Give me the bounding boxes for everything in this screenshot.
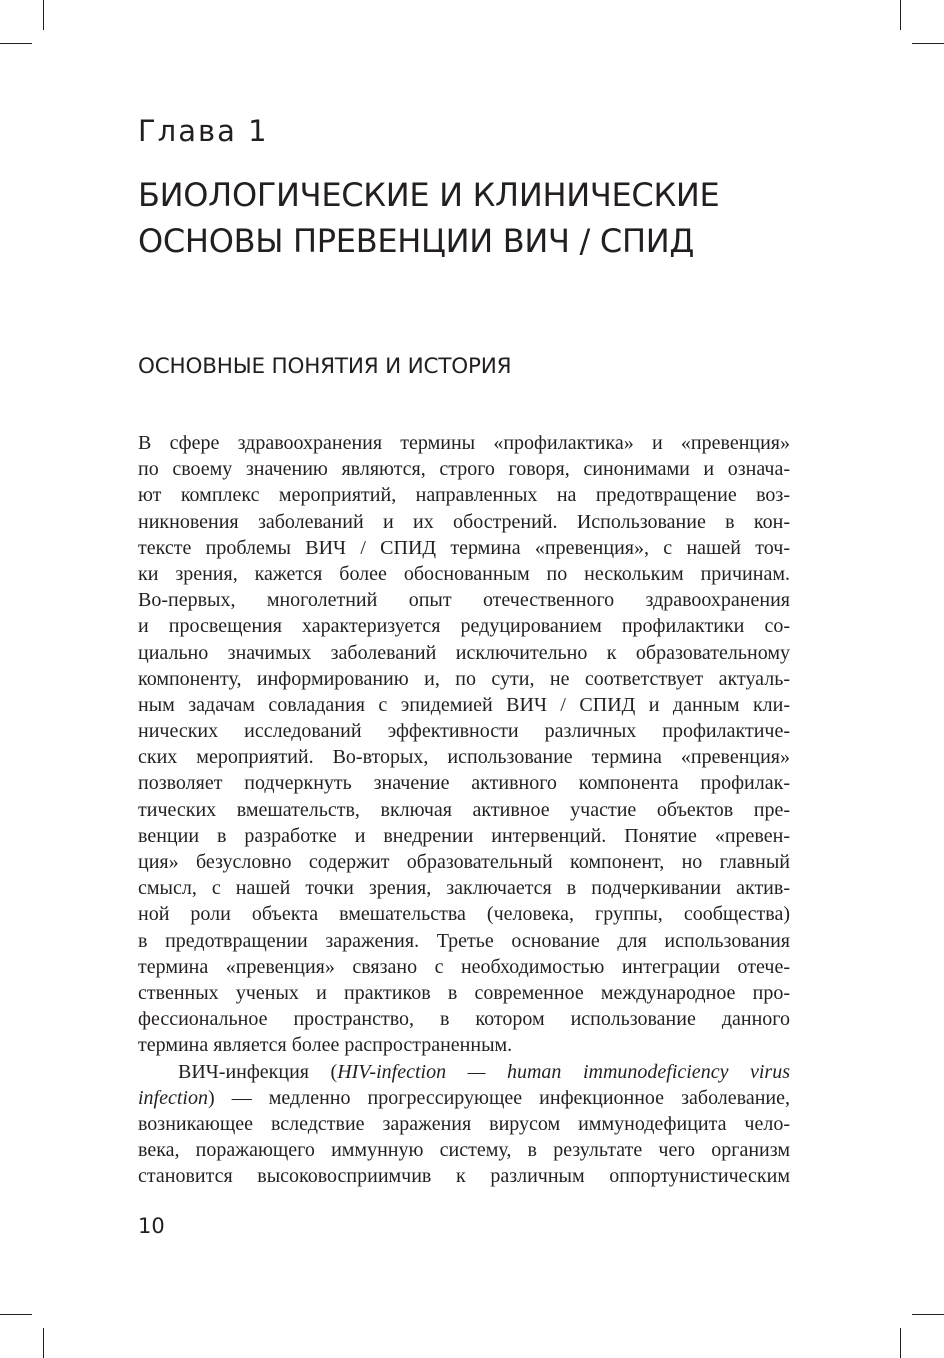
text-line: ция» безусловно содержит образовательный компонент, но главный	[138, 851, 790, 873]
section-title: ОСНОВНЫЕ ПОНЯТИЯ И ИСТОРИЯ	[138, 354, 512, 379]
text-line: позволяет подчеркнуть значение активного компонента профилак-	[138, 772, 790, 795]
text-span: ВИЧ-инфекция (	[178, 1060, 338, 1083]
text-line: тических вмешательств, включая активное участие объектов пре-	[138, 798, 790, 821]
text-line: термина является более распространенным.	[138, 1034, 513, 1057]
text-line: по своему значению являются, строго говоря, синонимами и означа-	[138, 458, 790, 481]
text-line: возникающее вследствие заражения вирусом иммунодефицита чело-	[138, 1112, 790, 1135]
text-line: становится высоковосприимчив к различным оппортунистическим	[138, 1165, 790, 1188]
italic-term: infection	[138, 1086, 208, 1109]
crop-mark	[0, 1314, 32, 1315]
text-line: циально значимых заболеваний исключительно к образовательному	[138, 641, 790, 664]
text-line: века, поражающего иммунную систему, в результате чего организм	[138, 1139, 790, 1162]
text-span: ) — медленно прогрессирующее инфекционное заболевание,	[207, 1086, 790, 1109]
crop-mark	[0, 43, 32, 44]
text-line: термина «превенция» связано с необходимостью интеграции отече-	[138, 955, 790, 978]
crop-mark	[900, 0, 901, 30]
text-line: В сфере здравоохранения термины «профилактика» и «превенция»	[138, 432, 790, 454]
text-line: ских мероприятий. Во-вторых, использование термина «превенция»	[138, 746, 790, 769]
text-line	[138, 1085, 790, 1111]
text-line: ным задачам совладания с эпидемией ВИЧ / СПИД и данным кли-	[138, 693, 790, 716]
crop-mark	[912, 1314, 944, 1315]
text-line: ют комплекс мероприятий, направленных на предотвращение воз-	[138, 484, 790, 507]
text-line: ной роли объекта вмешательства (человека, группы, сообщества)	[138, 903, 790, 926]
text-line: никновения заболеваний и их обострений. Использование в кон-	[138, 510, 790, 533]
text-line: Во-первых, многолетний опыт отечественного здравоохранения	[138, 589, 790, 612]
crop-mark	[900, 1328, 901, 1358]
crop-mark	[912, 43, 944, 44]
body-text	[138, 430, 790, 1189]
text-line	[138, 1059, 790, 1085]
crop-mark	[43, 1328, 44, 1358]
text-line: тексте проблемы ВИЧ / СПИД термина «превенция», с нашей точ-	[138, 536, 790, 559]
paragraph	[138, 430, 790, 1059]
text-line: в предотвращении заражения. Третье основание для использования	[138, 929, 790, 952]
chapter-label: Глава 1	[138, 114, 269, 148]
chapter-title-line: БИОЛОГИЧЕСКИЕ И КЛИНИЧЕСКИЕ	[138, 176, 720, 214]
text-line: ственных ученых и практиков в современное международное про-	[138, 981, 790, 1004]
text-line: компоненту, информированию и, по сути, не соответствует актуаль-	[138, 667, 790, 690]
chapter-title-line: ОСНОВЫ ПРЕВЕНЦИИ ВИЧ / СПИД	[138, 222, 695, 260]
italic-term: HIV-infection — human immunodeficiency virus	[337, 1060, 790, 1083]
chapter-title	[138, 172, 838, 264]
crop-mark	[43, 0, 44, 30]
text-line: ки зрения, кажется более обоснованным по нескольким причинам.	[138, 562, 790, 585]
text-line: и просвещения характеризуется редуцированием профилактики со-	[138, 615, 790, 638]
text-line: смысл, с нашей точки зрения, заключается в подчеркивании актив-	[138, 877, 790, 900]
text-line: венции в разработке и внедрении интервенций. Понятие «превен-	[138, 824, 790, 847]
text-line: нических исследований эффективности различных профилактиче-	[138, 720, 790, 743]
text-line: фессиональное пространство, в котором использование данного	[138, 1008, 790, 1031]
paragraph	[138, 1059, 790, 1190]
page-number: 10	[138, 1214, 165, 1238]
